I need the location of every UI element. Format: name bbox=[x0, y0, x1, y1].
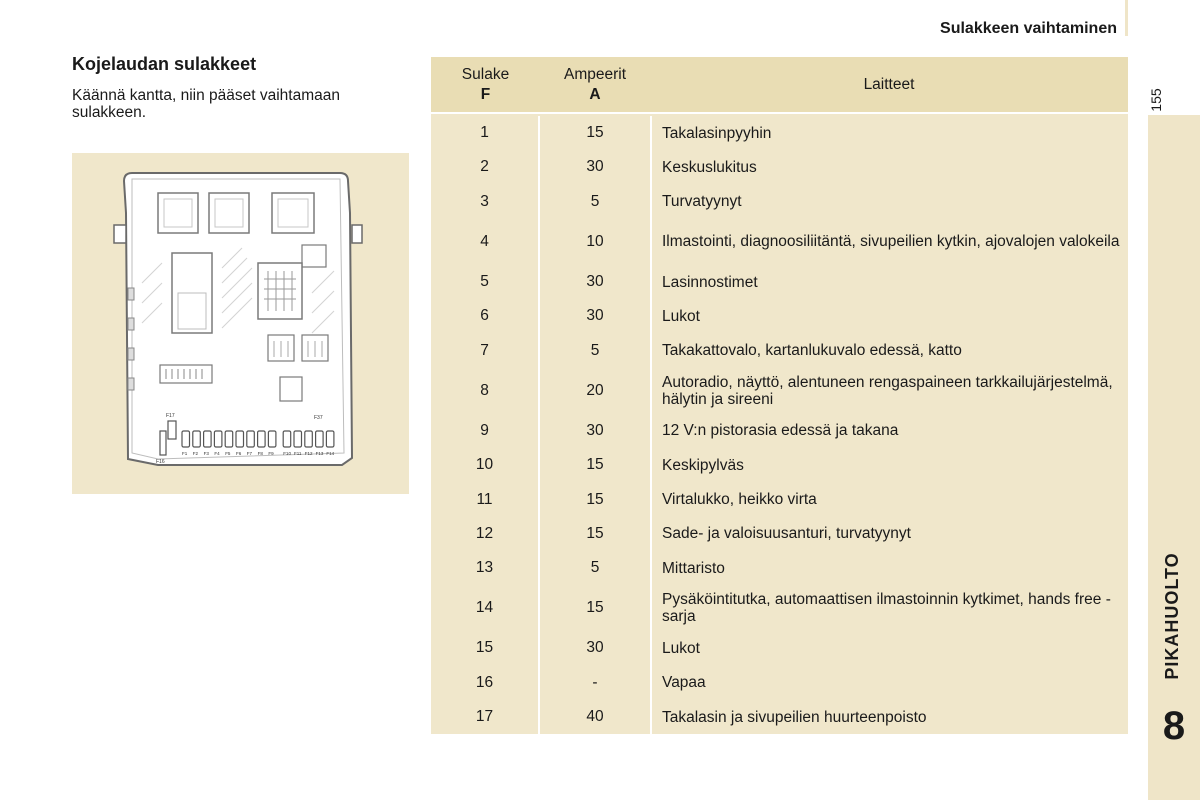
table-row bbox=[431, 551, 1128, 585]
fuse-slot bbox=[326, 431, 334, 447]
cell-amperage: 15 bbox=[540, 448, 652, 482]
table-row bbox=[431, 517, 1128, 551]
fuse-slot bbox=[193, 431, 201, 447]
running-header-title: Sulakkeen vaihtaminen bbox=[940, 20, 1117, 37]
cell-device: Takalasin ja sivupeilien huurteenpoisto bbox=[662, 708, 927, 726]
cell-fuse-number: 5 bbox=[431, 265, 540, 299]
fuse-slot-label: F7 bbox=[246, 451, 253, 456]
header-fuse-label: Sulake bbox=[461, 65, 510, 83]
cell-amperage: 5 bbox=[540, 551, 652, 585]
cell-device: Autoradio, näyttö, alentuneen rengaspaineen tarkkailujärjestelmä, hälytin ja sireeni bbox=[662, 373, 1113, 408]
fuse-box-illustration bbox=[72, 153, 409, 494]
fuse-slot-label: F11 bbox=[294, 451, 302, 456]
cell-fuse-number: 10 bbox=[431, 448, 540, 482]
cell-device: Lukot bbox=[662, 307, 700, 325]
fuse-table-header bbox=[431, 57, 1128, 112]
cell-fuse-number: 4 bbox=[431, 219, 540, 265]
header-devices bbox=[650, 57, 1128, 112]
fuse-slot-label: F1 bbox=[182, 451, 188, 456]
chapter-side-label: PIKAHUOLTO bbox=[1162, 552, 1182, 680]
cell-fuse-number: 3 bbox=[431, 185, 540, 219]
fuse-slot-label: F6 bbox=[236, 451, 242, 456]
cell-device: Ilmastointi, diagnoosiliitäntä, sivupeilien kytkin, ajovalojen valokeila bbox=[662, 233, 1120, 251]
fuse-table-body bbox=[431, 114, 1128, 734]
fuse-slot bbox=[305, 431, 313, 447]
fuse-slot-label: F8 bbox=[257, 451, 263, 456]
cell-amperage: 15 bbox=[540, 482, 652, 516]
table-row bbox=[431, 333, 1128, 367]
table-row bbox=[431, 414, 1128, 448]
header-fuse bbox=[431, 57, 540, 112]
fuse-slot-label: F10 bbox=[283, 451, 291, 456]
cell-device: Takalasinpyyhin bbox=[662, 124, 772, 142]
fuse-slot-label: F4 bbox=[214, 451, 220, 456]
table-row bbox=[431, 265, 1128, 299]
fuse-slot bbox=[182, 431, 190, 447]
header-divider bbox=[1125, 0, 1128, 36]
cell-amperage: 40 bbox=[540, 700, 652, 734]
cell-fuse-number: 11 bbox=[431, 482, 540, 516]
fuse-label-f17: F17 bbox=[166, 413, 175, 419]
intro-text: Käännä kantta, niin pääset vaihtamaan sulakkeen. bbox=[72, 87, 340, 121]
fuse-slot bbox=[204, 431, 212, 447]
table-row bbox=[431, 631, 1128, 665]
fuse-slot bbox=[236, 431, 244, 447]
cell-fuse-number: 15 bbox=[431, 631, 540, 665]
page-number: 155 bbox=[1148, 88, 1164, 112]
cell-fuse-number: 9 bbox=[431, 414, 540, 448]
table-row bbox=[431, 368, 1128, 414]
fuse-slot-label: F2 bbox=[192, 451, 199, 456]
cell-fuse-number: 7 bbox=[431, 333, 540, 367]
cell-device: 12 V:n pistorasia edessä ja takana bbox=[662, 422, 899, 440]
table-row bbox=[431, 700, 1128, 734]
cell-amperage: 30 bbox=[540, 299, 652, 333]
fuse-slot bbox=[247, 431, 255, 447]
cell-fuse-number: 2 bbox=[431, 150, 540, 184]
cell-fuse-number: 6 bbox=[431, 299, 540, 333]
table-row bbox=[431, 150, 1128, 184]
header-devices-label: Laitteet bbox=[863, 75, 915, 93]
cell-fuse-number: 16 bbox=[431, 666, 540, 700]
cell-fuse-number: 17 bbox=[431, 700, 540, 734]
table-row bbox=[431, 219, 1128, 265]
fuse-slot bbox=[268, 431, 276, 447]
cell-device: Vapaa bbox=[662, 674, 706, 692]
cell-fuse-number: 12 bbox=[431, 517, 540, 551]
fuse-slot bbox=[225, 431, 233, 447]
cell-device: Takakattovalo, kartanlukuvalo edessä, katto bbox=[662, 342, 962, 360]
cell-amperage: 15 bbox=[540, 517, 652, 551]
fuse-slot-label: F9 bbox=[268, 451, 274, 456]
cell-device: Sade- ja valoisuusanturi, turvatyynyt bbox=[662, 525, 911, 543]
cell-amperage: 30 bbox=[540, 631, 652, 665]
cell-amperage: 5 bbox=[540, 185, 652, 219]
cell-device: Lukot bbox=[662, 639, 700, 657]
cell-device: Pysäköintitutka, automaattisen ilmastoinnin kytkimet, hands free -sarja bbox=[662, 591, 1111, 626]
fuse-label-f37: F37 bbox=[314, 415, 323, 421]
fuse-slot-label: F3 bbox=[203, 451, 209, 456]
table-row bbox=[431, 185, 1128, 219]
cell-amperage: 10 bbox=[540, 219, 652, 265]
section-title: Kojelaudan sulakkeet bbox=[72, 54, 257, 74]
table-row bbox=[431, 666, 1128, 700]
fuse-slot bbox=[294, 431, 302, 447]
fuse-slot bbox=[258, 431, 266, 447]
cell-fuse-number: 8 bbox=[431, 368, 540, 414]
header-amps bbox=[540, 57, 650, 112]
header-amps-label: Ampeerit bbox=[563, 65, 627, 83]
fuse-box-drawing bbox=[72, 153, 409, 494]
table-row bbox=[431, 299, 1128, 333]
cell-device: Lasinnostimet bbox=[662, 273, 758, 291]
cell-amperage: 15 bbox=[540, 585, 652, 631]
fuse-label-f16: F16 bbox=[156, 459, 165, 465]
fuse-slot-label: F14 bbox=[326, 451, 335, 456]
cell-fuse-number: 1 bbox=[431, 116, 540, 150]
table-row bbox=[431, 585, 1128, 631]
cell-device: Turvatyynyt bbox=[662, 193, 742, 211]
cell-amperage: 30 bbox=[540, 150, 652, 184]
fuse-slot bbox=[214, 431, 222, 447]
cell-amperage: 30 bbox=[540, 414, 652, 448]
cell-device: Virtalukko, heikko virta bbox=[662, 491, 817, 509]
cell-device: Keskipylväs bbox=[662, 456, 744, 474]
cell-amperage: 30 bbox=[540, 265, 652, 299]
cell-fuse-number: 13 bbox=[431, 551, 540, 585]
header-fuse-symbol: F bbox=[480, 85, 491, 103]
fuse-slot bbox=[316, 431, 324, 447]
fuse-slot-label: F13 bbox=[315, 451, 324, 456]
cell-device: Keskuslukitus bbox=[662, 158, 757, 176]
fuse-slot-label: F5 bbox=[225, 451, 231, 456]
cell-fuse-number: 14 bbox=[431, 585, 540, 631]
cell-amperage: 5 bbox=[540, 333, 652, 367]
cell-amperage: 20 bbox=[540, 368, 652, 414]
cell-amperage: - bbox=[540, 666, 652, 700]
table-row bbox=[431, 482, 1128, 516]
header-amps-symbol: A bbox=[589, 85, 601, 103]
cell-device: Mittaristo bbox=[662, 559, 725, 577]
cell-amperage: 15 bbox=[540, 116, 652, 150]
fuse-slot bbox=[283, 431, 291, 447]
table-row bbox=[431, 116, 1128, 150]
fuse-slot-label: F12 bbox=[304, 451, 313, 456]
fuse-table bbox=[431, 57, 1128, 734]
table-row bbox=[431, 448, 1128, 482]
chapter-number: 8 bbox=[1162, 704, 1186, 748]
